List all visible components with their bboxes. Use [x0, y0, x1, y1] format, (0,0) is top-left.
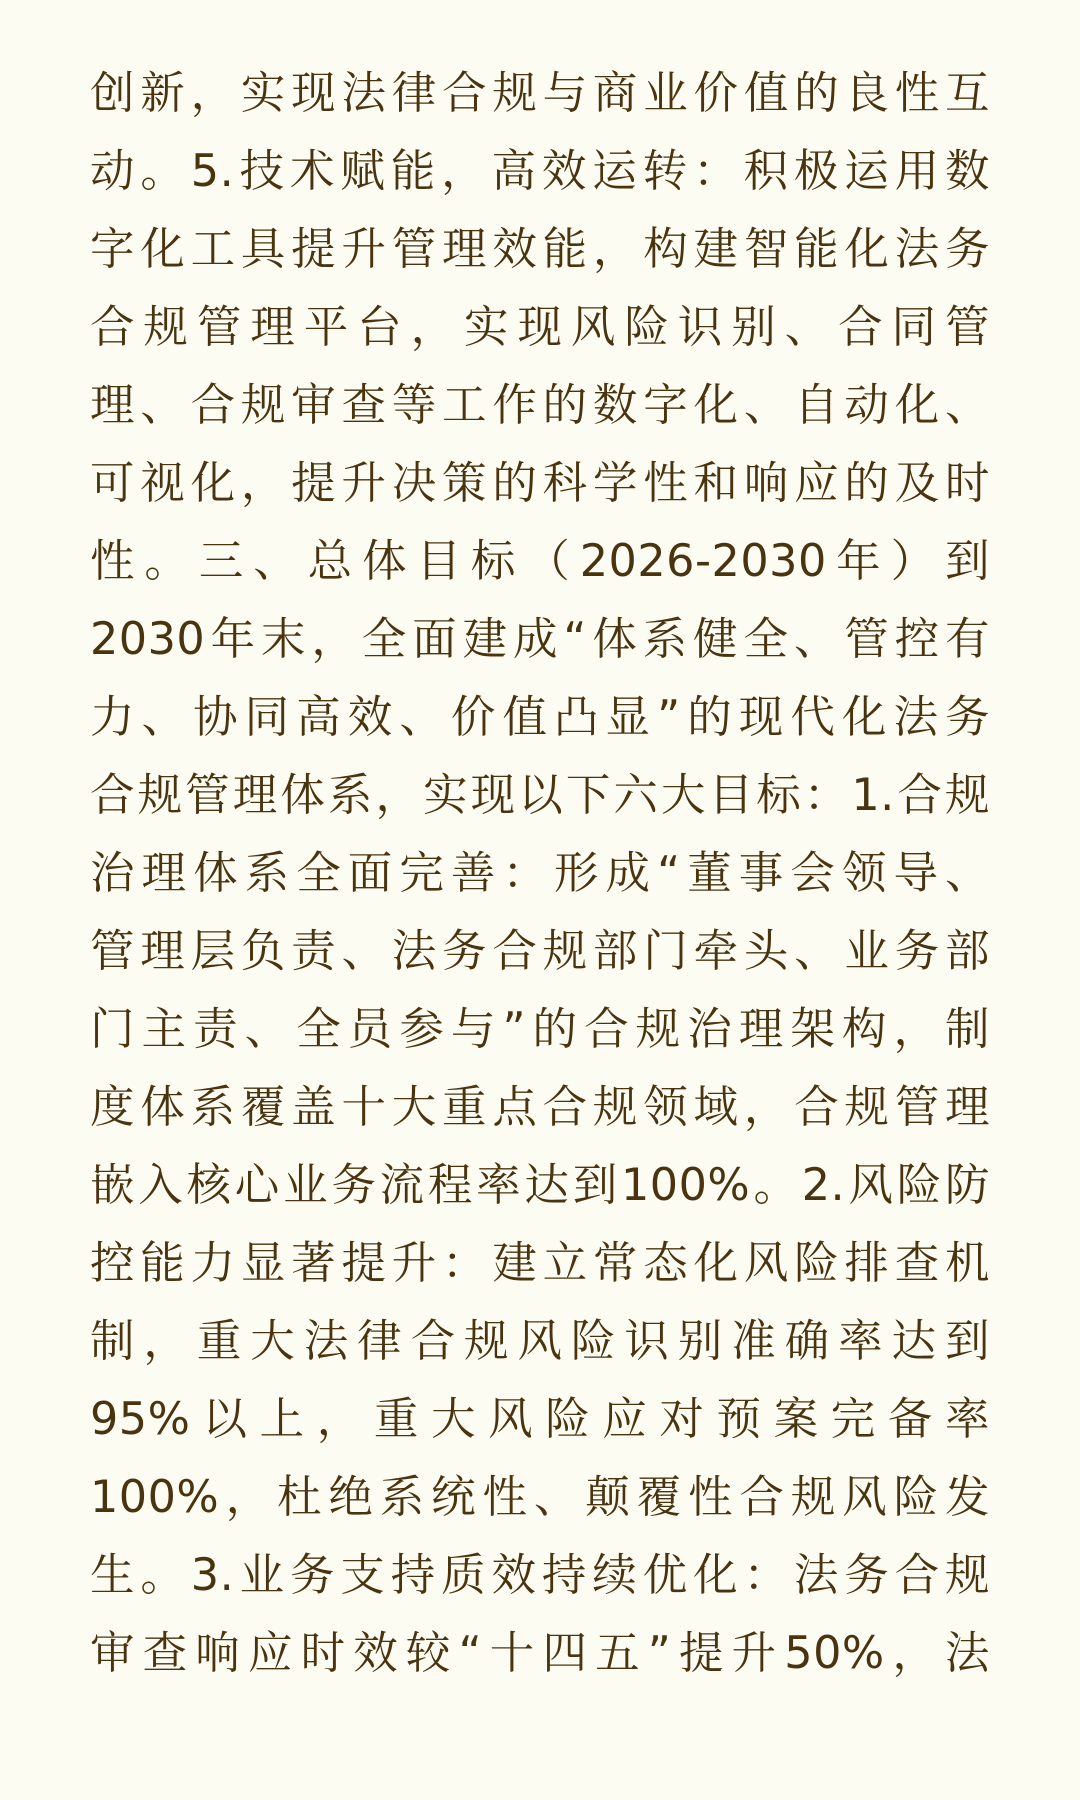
text-line-12: 管理层负责、法务合规部门牵头、业务部	[90, 926, 990, 977]
text-line-13: 门主责、全员参与”的合规治理架构，制	[90, 1004, 990, 1055]
text-line-8: 2030年末，全面建成“体系健全、管控有	[90, 614, 990, 665]
text-line-17: 制，重大法律合规风险识别准确率达到	[90, 1316, 990, 1367]
text-line-6: 可视化，提升决策的科学性和响应的及时	[90, 458, 990, 509]
text-line-4: 合规管理平台，实现风险识别、合同管	[90, 302, 990, 353]
text-line-9: 力、协同高效、价值凸显”的现代化法务	[90, 692, 990, 743]
text-line-20: 生。3.业务支持质效持续优化：法务合规	[90, 1550, 990, 1601]
text-line-14: 度体系覆盖十大重点合规领域，合规管理	[90, 1082, 990, 1133]
text-line-2: 动。5.技术赋能，高效运转：积极运用数	[90, 146, 990, 197]
text-line-15: 嵌入核心业务流程率达到100%。2.风险防	[90, 1160, 990, 1211]
text-line-5: 理、合规审查等工作的数字化、自动化、	[90, 380, 990, 431]
text-line-11: 治理体系全面完善：形成“董事会领导、	[90, 848, 990, 899]
text-line-16: 控能力显著提升：建立常态化风险排查机	[90, 1238, 990, 1289]
text-line-21: 审查响应时效较“十四五”提升50%，法	[90, 1628, 990, 1679]
text-line-1: 创新，实现法律合规与商业价值的良性互	[90, 68, 990, 119]
text-line-18: 95%以上，重大风险应对预案完备率	[90, 1394, 990, 1445]
text-line-19: 100%，杜绝系统性、颠覆性合规风险发	[90, 1472, 990, 1523]
text-line-10: 合规管理体系，实现以下六大目标：1.合规	[90, 770, 990, 821]
text-line-3: 字化工具提升管理效能，构建智能化法务	[90, 224, 990, 275]
text-line-7: 性。三、总体目标（2026-2030年）到	[90, 536, 990, 587]
